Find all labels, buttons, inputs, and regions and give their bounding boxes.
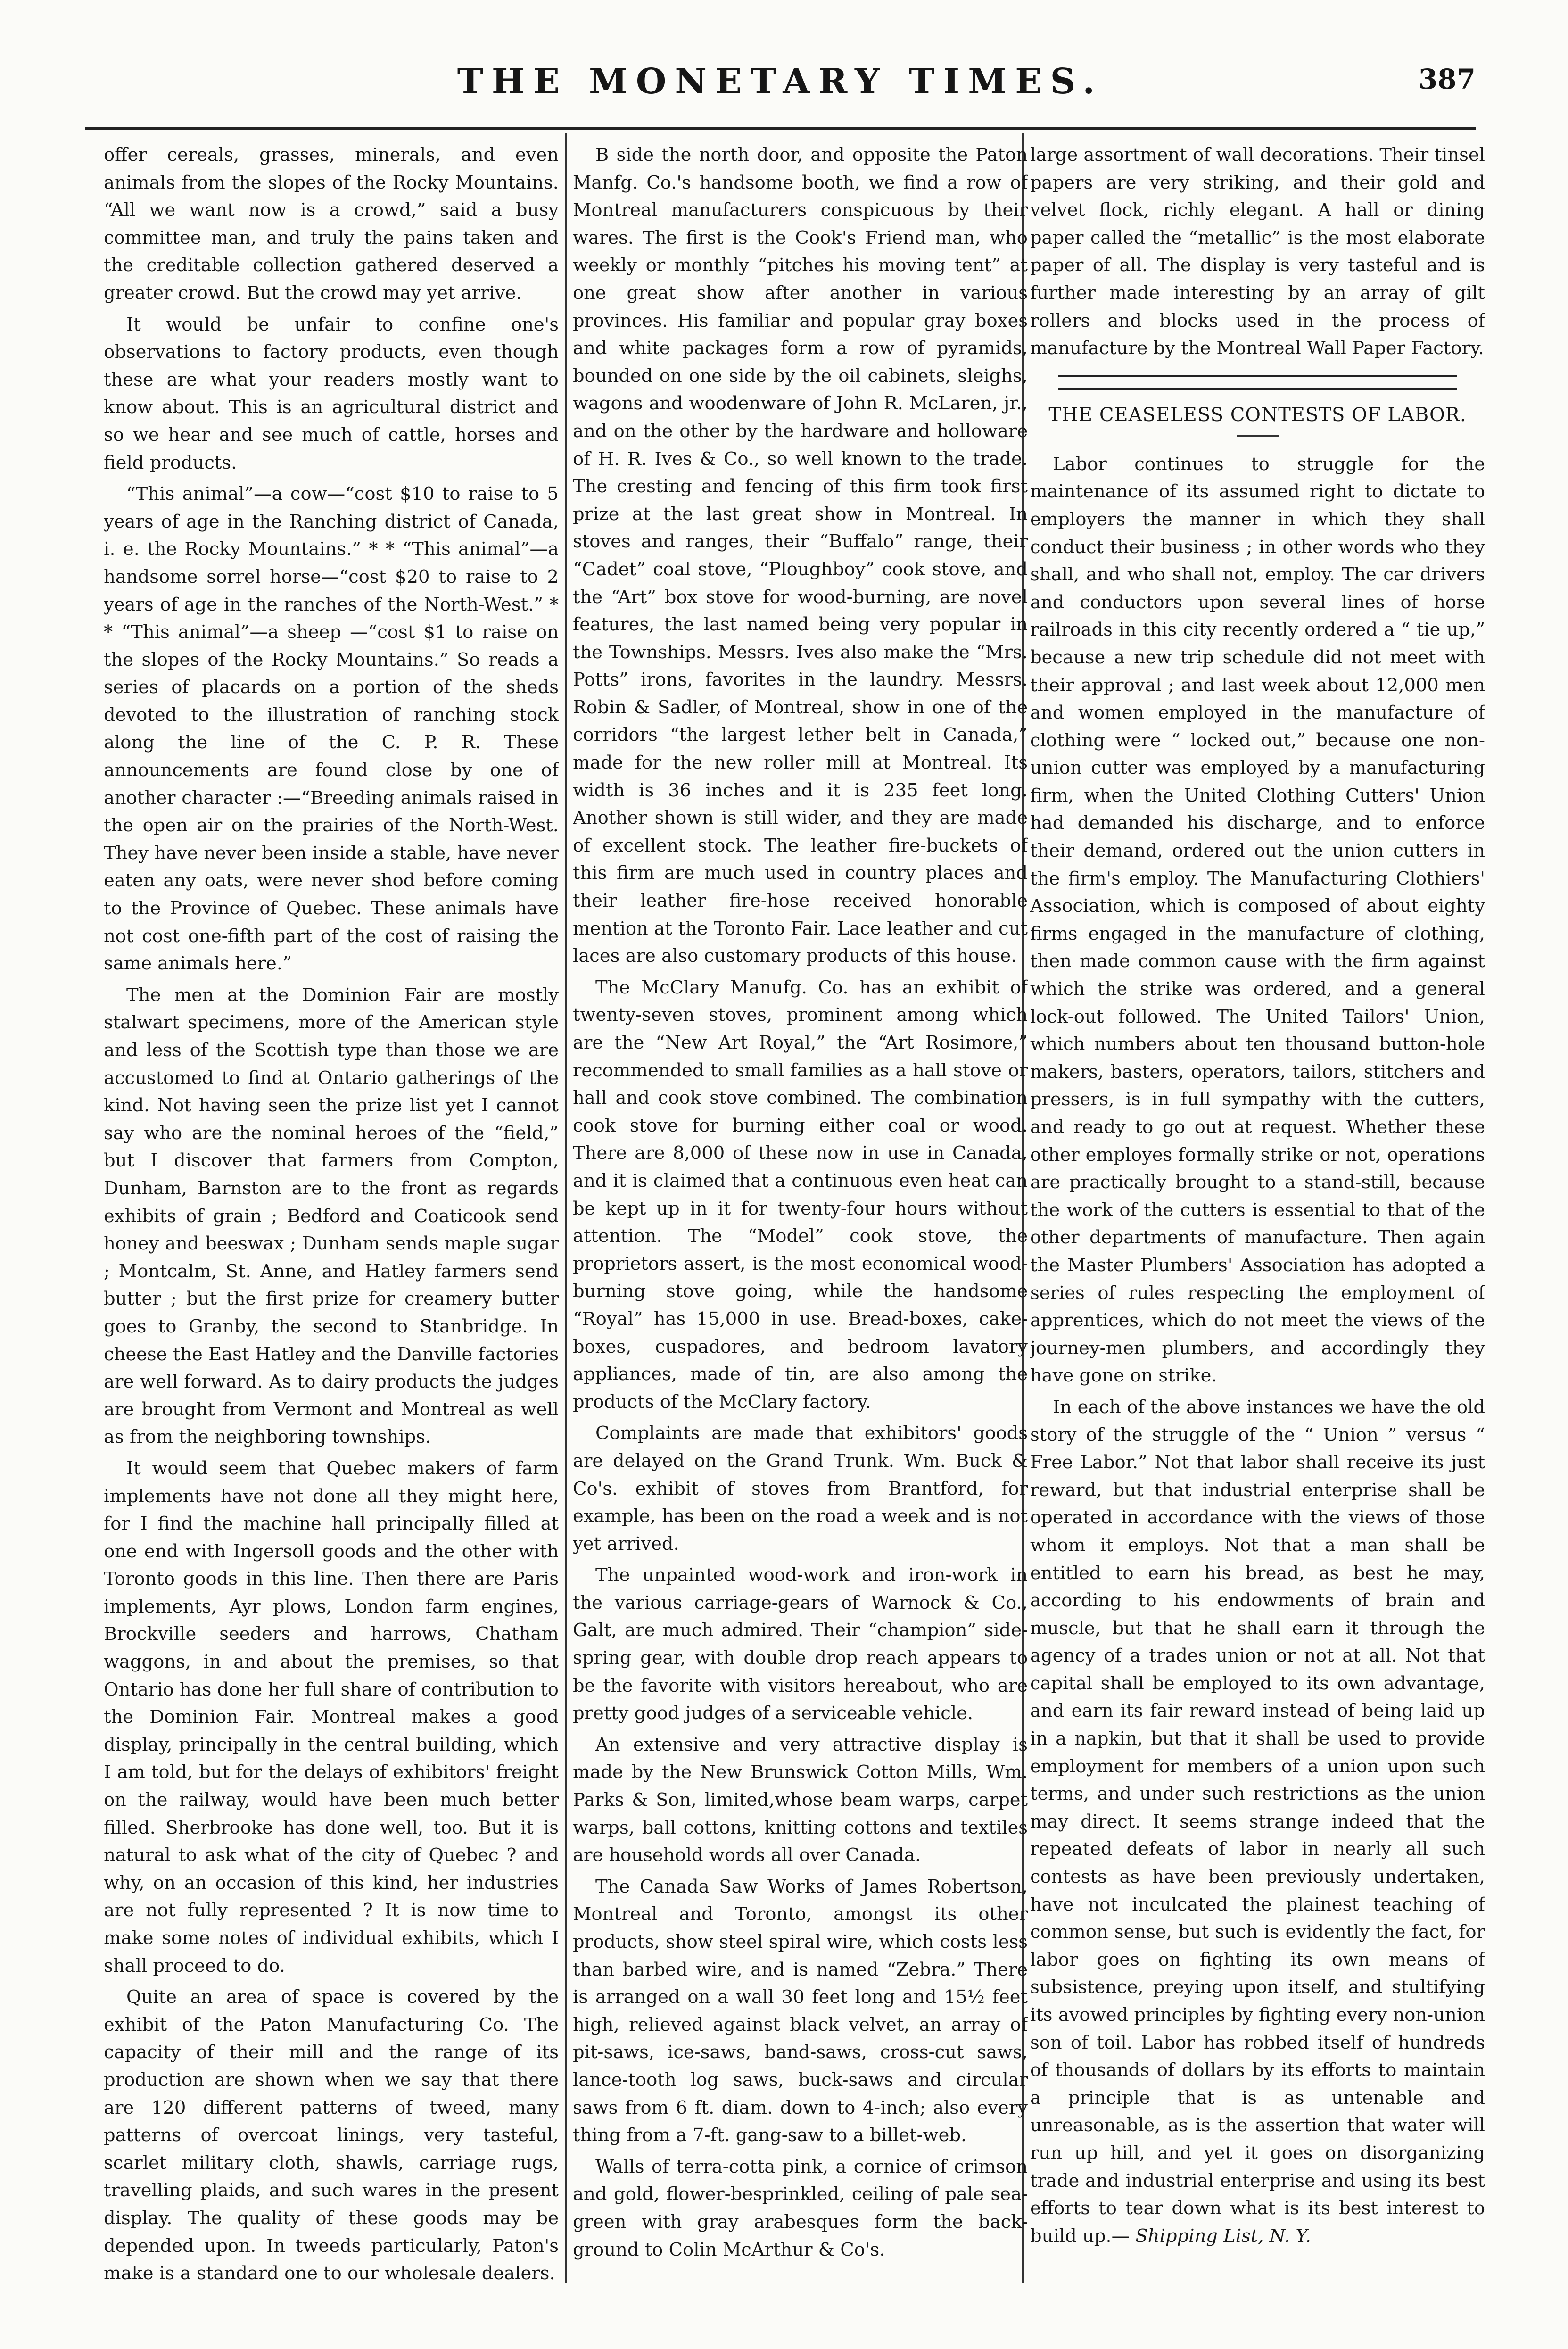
article-paragraph: offer cereals, grasses, minerals, and even animals from the slopes of the Rocky Mountains. “All we want now is a crowd,” said a busy committee man, and truly the pains taken and the creditable collection gathered deserved a greater crowd. But the crowd may yet arrive. [104,144,559,304]
article-paragraph-text: In each of the above instances we have the old story of the struggle of the “ Union ” versus “ Free Labor.” Not that labor shall receive its just reward, but that industrial enterprise shall be operated in accordance with the views of those whom it employs. Not that a man shall be entitled to earn his bread, as best he may, according to his endowments of brain and muscle, but that he shall earn it through the agency of a trades union or not at all. Not that capital shall be employed to its own advantage, and earn its fair reward instead of being laid up in a napkin, but that it shall be used to provide employment for members of a union upon such terms, and under such restrictions as the union may direct. It seems strange indeed that the repeated defeats of labor in nearly all such contests as have been previously undertaken, have not inculcated the plainest teaching of common sense, but such is evidently the fact, for labor goes on fighting its own means of subsistence, preying upon itself, and stultifying its avowed principles by fighting every non-union son of toil. Labor has robbed itself of hundreds of thousands of dollars by its efforts to maintain a principle that is as untenable and unreasonable, as is the assertion that water will run up hill, and yet it goes on disorganizing trade and industrial enterprise and using its best efforts to tear down what is its best interest to build up.— [1030,1396,1485,2247]
labor-article [1030,375,1485,2250]
column-2 [573,141,1028,2310]
section-divider [1058,375,1457,390]
article-paragraph: An extensive and very attractive display is made by the New Brunswick Cotton Mills, Wm. Parks & Son, limited,whose beam warps, carpet warps, ball cottons, knitting cottons and textiles are household words all over Canada. [573,1734,1028,1866]
column-3 [1030,141,1485,2310]
column-1 [104,141,559,2310]
masthead-title: THE MONETARY TIMES. [457,61,1104,102]
masthead-rule [85,127,1476,130]
article-paragraph: It would be unfair to confine one's observations to factory products, even though these are what your readers mostly want to know about. This is an agricultural district and so we hear and see much of cattle, horses and field products. [104,314,559,473]
article-credit: Shipping List, N. Y. [1135,2225,1312,2247]
article-paragraph: Walls of terra-cotta pink, a cornice of crimson and gold, flower-besprinkled, ceiling of pale sea-green with gray arabesques form the back-ground to Colin McArthur & Co's. [573,2156,1028,2260]
article-paragraph: Quite an area of space is covered by the exhibit of the Paton Manufacturing Co. The capacity of their mill and the range of its production are shown when we say that there are 120 different patterns of tweed, many patterns of overcoat linings, very tasteful, scarlet military cloth, shawls, carriage rugs, travelling plaids, and such wares in the present display. The quality of these goods may be depended upon. In tweeds particularly, Paton's make is a standard one to our wholesale dealers. [104,1986,559,2284]
article-paragraph: large assortment of wall decorations. Their tinsel papers are very striking, and their gold and velvet flock, richly elegant. A hall or dining paper called the “metallic” is the most elaborate paper of all. The display is very tasteful and is further made interesting by an array of gilt rollers and blocks used in the process of manufacture by the Montreal Wall Paper Factory. [1030,144,1485,359]
article-paragraph: It would seem that Quebec makers of farm implements have not done all they might here, for I find the machine hall principally filled at one end with Ingersoll goods and the other with Toronto goods in this line. Then there are Paris implements, Ayr plows, London farm engines, Brockville seeders and harrows, Chatham waggons, in and about the premises, so that Ontario has done her full share of contribution to the Dominion Fair. Montreal makes a good display, principally in the central building, which I am told, but for the delays of exhibitors' freight on the railway, would have been much better filled. Sherbrooke has done well, too. But it is natural to ask what of the city of Quebec ? and why, on an occasion of this kind, her industries are not fully represented ? It is now time to make some notes of individual exhibits, which I shall proceed to do. [104,1457,559,1977]
article-paragraph: “This animal”—a cow—“cost $10 to raise to 5 years of age in the Ranching district of Canada, i. e. the Rocky Mountains.” * * “This animal”—a handsome sorrel horse—“cost $20 to raise to 2 years of age in the ranches of the North-West.” * * “This animal”—a sheep —“cost $1 to raise on the slopes of the Rocky Mountains.” So reads a series of placards on a portion of the sheds devoted to the illustration of ranching stock along the line of the C. P. R. These announcements are found close by one of another character :—“Breeding animals raised in the open air on the prairies of the North-West. They have never been inside a stable, have never eaten any oats, were never shod before coming to the Province of Quebec. These animals have not cost one-fifth part of the cost of raising the same animals here.” [104,483,559,975]
article-paragraph [1030,1394,1485,2250]
article-paragraph: B side the north door, and opposite the Paton Manfg. Co.'s handsome booth, we find a row of Montreal manufacturers conspicuous by their wares. The first is the Cook's Friend man, who weekly or monthly “pitches his moving tent” at one great show after another in various provinces. His familiar and popular gray boxes and white packages form a row of pyramids, bounded on one side by the oil cabinets, sleighs, wagons and woodenware of John R. McLaren, jr., and on the other by the hardware and holloware of H. R. Ives & Co., so well known to the trade. The cresting and fencing of this firm took first prize at the last great show in Montreal. In stoves and ranges, their “Buffalo” range, their “Cadet” coal stove, “Ploughboy” cook stove, and the “Art” box stove for wood-burning, are novel features, the last named being very popular in the Townships. Messrs. Ives also make the “Mrs. Potts” irons, favorites in the laundry. Messrs. Robin & Sadler, of Montreal, show in one of the corridors “the largest lether belt in Canada,” made for the new roller mill at Montreal. Its width is 36 inches and it is 235 feet long. Another shown is still wider, and they are made of excellent stock. The leather fire-buckets of this firm are much used in country places and their leather fire-hose received honorable mention at the Toronto Fair. Lace leather and cut laces are also customary products of this house. [573,144,1028,967]
column-divider [565,133,567,2283]
headline-rule [1237,435,1279,437]
article-headline: THE CEASELESS CONTESTS OF LABOR. [1048,404,1467,426]
article-paragraph: The unpainted wood-work and iron-work in the various carriage-gears of Warnock & Co., Galt, are much admired. Their “champion” side-spring gear, with double drop reach appears to be the favorite with visitors hereabout, who are pretty good judges of a serviceable vehicle. [573,1564,1028,1724]
page-number: 387 [1418,63,1476,95]
masthead [85,52,1476,123]
article-paragraph: The men at the Dominion Fair are mostly stalwart specimens, more of the American style and less of the Scottish type than those we are accustomed to find at Ontario gatherings of the kind. Not having seen the prize list yet I cannot say who are the nominal heroes of the “field,” but I discover that farmers from Compton, Dunham, Barnston are to the front as regards exhibits of grain ; Bedford and Coaticook send honey and beeswax ; Dunham sends maple sugar ; Montcalm, St. Anne, and Hatley farmers send butter ; but the first prize for creamery butter goes to Granby, the second to Stanbridge. In cheese the East Hatley and the Danville factories are well forward. As to dairy products the judges are brought from Vermont and Montreal as well as from the neighboring townships. [104,984,559,1448]
article-paragraph: Complaints are made that exhibitors' goods are delayed on the Grand Trunk. Wm. Buck & Co's. exhibit of stoves from Brantford, for example, has been on the road a week and is not yet arrived. [573,1423,1028,1555]
article-paragraph: The McClary Manufg. Co. has an exhibit of twenty-seven stoves, prominent among which are the “New Art Royal,” the “Art Rosimore,” recommended to small families as a hall stove or hall and cook stove combined. The combination cook stove for burning either coal or wood. There are 8,000 of these now in use in Canada, and it is claimed that a continuous even heat can be kept up in it for twenty-four hours without attention. The “Model” cook stove, the proprietors assert, is the most economical wood-burning stove going, while the handsome “Royal” has 15,000 in use. Bread-boxes, cake-boxes, cuspadores, and bedroom lavatory appliances, made of tin, are also among the products of the McClary factory. [573,976,1028,1413]
article-paragraph: Labor continues to struggle for the maintenance of its assumed right to dictate to employers the manner in which they shall conduct their business ; in other words who they shall, and who shall not, employ. The car drivers and conductors upon several lines of horse railroads in this city recently ordered a “ tie up,” because a new trip schedule did not meet with their approval ; and last week about 12,000 men and women employed in the manufacture of clothing were “ locked out,” because one non-union cutter was employed by a manufacturing firm, when the United Clothing Cutters' Union had demanded his discharge, and to enforce their demand, ordered out the union cutters in the firm's employ. The Manufacturing Clothiers' Association, which is composed of about eighty firms engaged in the manufacture of clothing, then made common cause with the firm against which the strike was ordered, and a general lock-out followed. The United Tailors' Union, which numbers about ten thousand button-hole makers, basters, operators, tailors, stitchers and pressers, is in full sympathy with the cutters, and ready to go out at request. Whether these other employes formally strike or not, operations are practically brought to a stand-still, because the work of the cutters is essential to that of the other departments of manufacture. Then again the Master Plumbers' Association has adopted a series of rules respecting the employment of apprentices, which do not meet the views of the journey-men plumbers, and accordingly they have gone on strike. [1030,453,1485,1387]
article-paragraph: The Canada Saw Works of James Robertson, Montreal and Toronto, amongst its other products, show steel spiral wire, which costs less than barbed wire, and is named “Zebra.” There is arranged on a wall 30 feet long and 15½ feet high, relieved against black velvet, an array of pit-saws, ice-saws, band-saws, cross-cut saws, lance-tooth log saws, buck-saws and circular saws from 6 ft. diam. down to 4-inch; also every thing from a 7-ft. gang-saw to a billet-web. [573,1876,1028,2146]
